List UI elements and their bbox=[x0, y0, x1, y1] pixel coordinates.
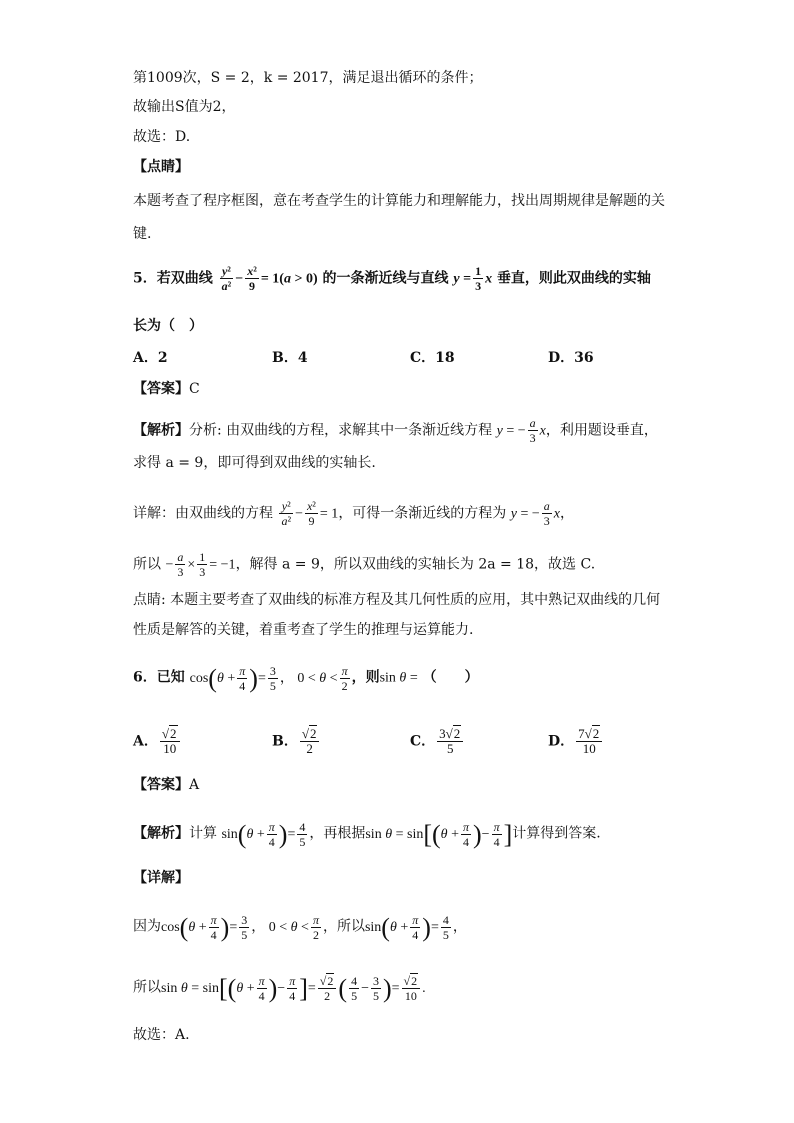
q5-option-a[interactable]: A．2 bbox=[133, 350, 168, 366]
q6-so: 所以sin θ = sin[(θ + $\frac{\pi}{4}$ )− $\frac{\pi}{4}$ ]= $\frac{√2}{2}$ ( $\frac{4}{5}$ − $\frac{3}{5}$ )= $\frac{√2}{10}$ . bbox=[133, 973, 426, 1003]
q6-because: 因为cos(θ + $\frac{\pi}{4}$ )= $\frac{3}{5}$ ， 0 < θ < $\frac{\pi}{2}$ ，所以sin(θ + $\frac{\pi}{4}$ )= $\frac{4}{5}$ ， bbox=[133, 912, 467, 942]
q5-detail: 详解：由双曲线的方程 $\frac{\text{y²}}{\text{a²}}$ − $\frac{\text{x²}}{9}$ = 1，可得一条渐近线的方程为 y = − $\frac{a}{3}$ x， bbox=[133, 499, 574, 528]
frac-1-3: $\frac{1}{3}$ bbox=[475, 264, 482, 293]
q5-option-b[interactable]: B．4 bbox=[272, 350, 308, 366]
q5-so: 所以 − $\frac{a}{3}$ × $\frac{1}{3}$ = −1，解得 a = 9，所以双曲线的实轴长为 2a = 18，故选 C. bbox=[133, 550, 596, 579]
line-loop-end: 第1009次，S = 2，k = 2017，满足退出循环的条件； bbox=[133, 70, 483, 86]
q6-analysis: 【解析】计算 sin(θ + $\frac{\pi}{4}$ )= $\frac{4}{5}$ ，再根据sin θ = sin[(θ + $\frac{\pi}{4}$ )− $\frac{\pi}{4}$ ]计算得到答案. bbox=[133, 819, 601, 849]
q5-stem: 5．若双曲线 $\frac{\text{y²}}{\text{a²}}$ − $\frac{\text{x²}}{9}$ = 1(a > 0) 的一条渐近线与直线 y = $\frac{1}{3}$ x 垂直，则此双曲线的实轴 bbox=[133, 264, 651, 293]
line-output: 故输出S值为2， bbox=[133, 99, 236, 115]
q6-answer: 【答案】A bbox=[133, 777, 200, 793]
q5-analysis: 【解析】分析: 由双曲线的方程，求解其中一条渐近线方程 y = − $\frac{a}{3}$ x，利用题设垂直， bbox=[133, 416, 658, 445]
dianjing-text: 本题考查了程序框图，意在考查学生的计算能力和理解能力，找出周期规律是解题的关 bbox=[133, 193, 665, 209]
q5-comment-cont: 性质是解答的关键，着重考查了学生的推理与运算能力. bbox=[133, 622, 474, 638]
q5-options bbox=[133, 347, 693, 367]
q5-stem-cont: 长为（ ） bbox=[133, 318, 203, 334]
frac-y2-a2: $\frac{\text{y²}}{\text{a²}}$ bbox=[221, 264, 232, 293]
q6-option-c[interactable]: C． $\frac{3√2}{5}$ bbox=[410, 727, 465, 756]
dianjing-heading: 【点睛】 bbox=[133, 159, 189, 175]
q5-option-d[interactable]: D．36 bbox=[548, 350, 594, 366]
q6-stem: 6．已知 cos(θ + $\frac{\pi}{4}$ )= $\frac{3}{5}$ ， 0 < θ < $\frac{\pi}{2}$ ，则sin θ = （ ） bbox=[133, 663, 479, 693]
q5-option-c[interactable]: C．18 bbox=[410, 350, 455, 366]
line-choose-d: 故选：D. bbox=[133, 129, 191, 145]
q6-option-b[interactable]: B． $\frac{√2}{2}$ bbox=[272, 727, 321, 756]
frac-x2-9: $\frac{\text{x²}}{9}$ bbox=[247, 264, 257, 293]
q6-option-a[interactable]: A． $\frac{√2}{10}$ bbox=[133, 727, 182, 756]
q6-option-d[interactable]: D． $\frac{7√2}{10}$ bbox=[548, 727, 604, 756]
q5-answer: 【答案】C bbox=[133, 381, 200, 397]
q5-comment: 点睛: 本题主要考查了双曲线的标准方程及其几何性质的应用，其中熟记双曲线的几何 bbox=[133, 592, 661, 608]
q5-analysis-cont: 求得 a = 9，即可得到双曲线的实轴长. bbox=[133, 455, 376, 471]
q6-final: 故选：A. bbox=[133, 1027, 190, 1043]
q6-options bbox=[133, 721, 693, 756]
dianjing-text-cont: 键. bbox=[133, 226, 152, 242]
q6-detail-heading: 【详解】 bbox=[133, 870, 189, 886]
